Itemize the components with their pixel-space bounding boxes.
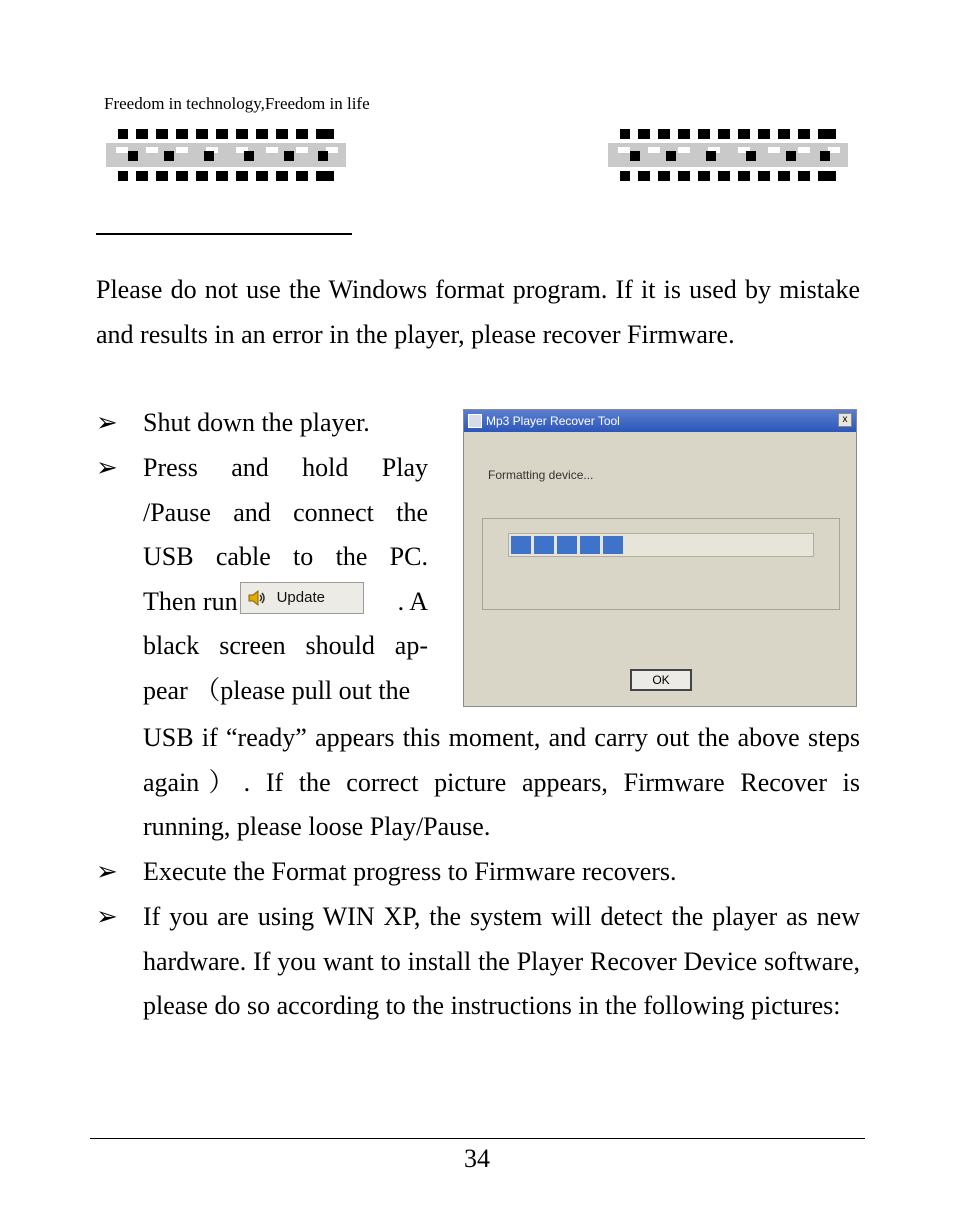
word: cable [215,542,271,571]
bullet-arrow-icon: ➢ [96,408,118,437]
step-win-xp: If you are using WIN XP, the system will detect the player as new hardware. If you want to install the Player Recover Device software, please do so according to the instructions in the following pictures: [143,902,860,1020]
step-execute-format: Execute the Format progress to Firmware recovers. [143,857,677,886]
word: screen [219,631,286,660]
word: /Pause [143,497,211,527]
word: the [335,542,368,571]
checker-pattern-decoration [106,129,346,181]
update-button[interactable] [240,582,364,614]
step-press-hold [143,446,428,713]
section-divider [96,233,352,235]
step2-line: pear （please pull out the [143,675,411,705]
word: connect [293,497,374,527]
update-button-label: Update [276,588,325,606]
header-tagline: Freedom in technology,Freedom in life [104,94,370,113]
step2-line [143,624,428,669]
step2-line [143,580,428,625]
footer-divider [90,1138,865,1139]
word: PC. [389,542,428,571]
step-shut-down: Shut down the player. [143,408,370,437]
format-progress-bar [508,533,814,557]
intro-paragraph: Please do not use the Windows format program. If it is used by mistake and results in an error in the player, please recover Firmware. [96,275,860,349]
word: black [143,631,200,660]
dialog-status-text: Formatting device... [488,468,594,482]
word: USB [143,542,194,571]
word: and [231,453,269,482]
dialog-title: Mp3 Player Recover Tool [486,414,620,428]
bullet-arrow-icon: ➢ [96,857,118,886]
close-icon[interactable]: x [838,413,852,427]
word: Press [143,453,198,482]
step-press-hold-continued: USB if “ready” appears this moment, and carry out the above steps again）. If the correct picture appears, Firmware Recover is running, please loose Play/Pause. [143,723,860,841]
word: the [396,497,428,527]
checker-pattern-decoration [608,129,848,181]
bullet-arrow-icon: ➢ [96,453,118,482]
word: Then run [143,586,238,616]
step2-line [143,491,428,536]
word: should [305,631,375,660]
step2-line [143,446,428,491]
word: ap- [394,631,428,660]
word: to [293,542,314,571]
app-icon [468,414,482,428]
step2-line [143,535,428,580]
recover-tool-dialog [463,409,857,707]
ok-button[interactable]: OK [630,669,692,691]
page-number: 34 [464,1144,490,1173]
dialog-titlebar [464,410,856,432]
bullet-arrow-icon: ➢ [96,902,118,931]
speaker-icon [247,588,267,608]
dialog-progress-panel [482,518,840,610]
word: Play [381,453,428,482]
progress-fill [511,536,623,554]
word: . A [397,586,428,616]
word: and [233,497,271,527]
word: hold [302,453,349,482]
